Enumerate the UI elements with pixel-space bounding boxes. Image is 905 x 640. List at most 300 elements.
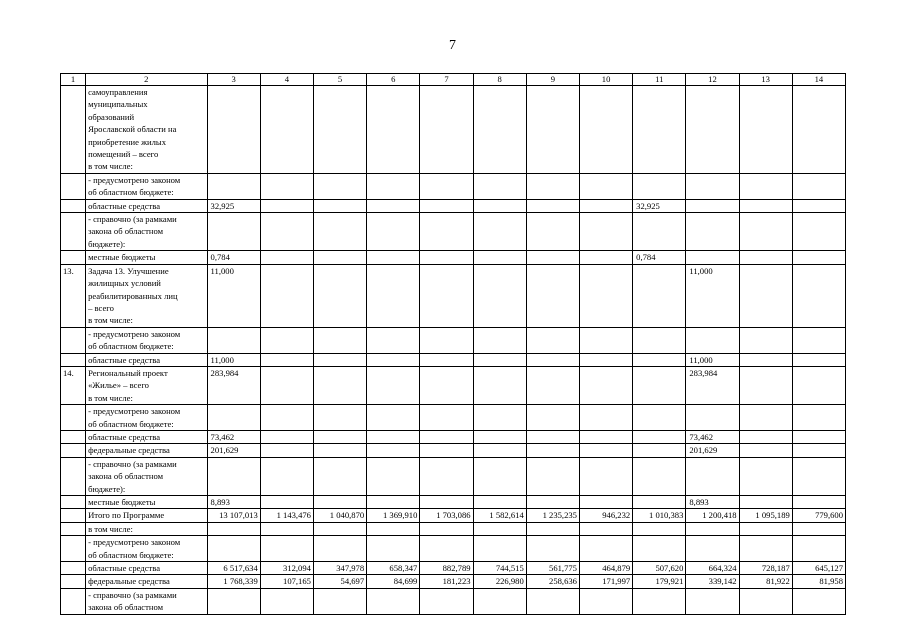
value-cell — [313, 353, 366, 366]
value-cell — [739, 327, 792, 353]
value-cell — [367, 251, 420, 264]
value-cell — [473, 199, 526, 212]
column-number: 3 — [207, 74, 260, 86]
row-label: - предусмотрено законом об областном бюджете: — [86, 405, 207, 431]
value-cell — [633, 353, 686, 366]
value-cell: 728,187 — [739, 562, 792, 575]
value-cell — [367, 522, 420, 535]
value-cell — [739, 457, 792, 495]
value-cell — [367, 588, 420, 614]
value-cell — [260, 353, 313, 366]
value-cell — [633, 213, 686, 251]
value-cell — [473, 86, 526, 174]
row-label: - предусмотрено законом об областном бюджете: — [86, 173, 207, 199]
value-cell: 1 768,339 — [207, 575, 260, 588]
value-cell — [739, 522, 792, 535]
value-cell: 32,925 — [207, 199, 260, 212]
value-cell — [207, 457, 260, 495]
value-cell: 312,094 — [260, 562, 313, 575]
value-cell — [686, 213, 739, 251]
value-cell — [207, 536, 260, 562]
value-cell — [686, 588, 739, 614]
value-cell — [579, 327, 632, 353]
value-cell — [526, 496, 579, 509]
row-number — [61, 173, 86, 199]
value-cell — [739, 213, 792, 251]
value-cell: 0,784 — [633, 251, 686, 264]
value-cell — [420, 522, 473, 535]
value-cell: 73,462 — [686, 430, 739, 443]
table-row — [61, 199, 846, 212]
value-cell — [473, 496, 526, 509]
row-number — [61, 430, 86, 443]
value-cell — [792, 251, 845, 264]
value-cell — [579, 588, 632, 614]
value-cell — [420, 86, 473, 174]
value-cell — [633, 457, 686, 495]
value-cell — [526, 366, 579, 404]
value-cell — [792, 199, 845, 212]
value-cell: 1 703,086 — [420, 509, 473, 522]
value-cell — [260, 251, 313, 264]
value-cell — [633, 264, 686, 327]
column-number: 14 — [792, 74, 845, 86]
value-cell — [633, 327, 686, 353]
row-number: 14. — [61, 366, 86, 404]
value-cell — [633, 496, 686, 509]
value-cell: 1 143,476 — [260, 509, 313, 522]
value-cell — [792, 264, 845, 327]
value-cell — [686, 173, 739, 199]
value-cell — [420, 213, 473, 251]
value-cell — [420, 496, 473, 509]
value-cell — [792, 86, 845, 174]
column-number: 9 — [526, 74, 579, 86]
value-cell — [473, 588, 526, 614]
value-cell — [367, 496, 420, 509]
row-label: - справочно (за рамками закона об областном — [86, 588, 207, 614]
table-row — [61, 536, 846, 562]
column-number: 7 — [420, 74, 473, 86]
table-row — [61, 366, 846, 404]
value-cell — [526, 213, 579, 251]
row-number — [61, 509, 86, 522]
column-number: 12 — [686, 74, 739, 86]
row-label: областные средства — [86, 353, 207, 366]
value-cell: 54,697 — [313, 575, 366, 588]
value-cell — [473, 353, 526, 366]
value-cell — [579, 86, 632, 174]
value-cell: 84,699 — [367, 575, 420, 588]
column-number: 5 — [313, 74, 366, 86]
table-row — [61, 405, 846, 431]
value-cell — [207, 86, 260, 174]
row-number — [61, 251, 86, 264]
column-number: 10 — [579, 74, 632, 86]
value-cell — [260, 457, 313, 495]
value-cell: 181,223 — [420, 575, 473, 588]
value-cell — [633, 86, 686, 174]
value-cell — [579, 444, 632, 457]
value-cell — [313, 366, 366, 404]
value-cell: 664,324 — [686, 562, 739, 575]
value-cell — [367, 327, 420, 353]
value-cell: 1 200,418 — [686, 509, 739, 522]
row-label: областные средства — [86, 430, 207, 443]
value-cell — [420, 457, 473, 495]
value-cell — [526, 588, 579, 614]
value-cell — [313, 213, 366, 251]
row-number — [61, 575, 86, 588]
table-row — [61, 588, 846, 614]
value-cell: 179,921 — [633, 575, 686, 588]
row-label: - справочно (за рамками закона об областном бюджете): — [86, 213, 207, 251]
table-row — [61, 522, 846, 535]
table-row — [61, 86, 846, 174]
column-number: 8 — [473, 74, 526, 86]
value-cell: 1 582,614 — [473, 509, 526, 522]
value-cell — [792, 353, 845, 366]
value-cell — [739, 536, 792, 562]
value-cell — [313, 405, 366, 431]
value-cell — [473, 457, 526, 495]
value-cell — [367, 366, 420, 404]
value-cell — [686, 536, 739, 562]
row-number — [61, 327, 86, 353]
value-cell — [739, 199, 792, 212]
value-cell: 339,142 — [686, 575, 739, 588]
value-cell — [420, 353, 473, 366]
value-cell — [367, 264, 420, 327]
value-cell — [792, 536, 845, 562]
value-cell — [792, 444, 845, 457]
value-cell — [473, 522, 526, 535]
value-cell: 882,789 — [420, 562, 473, 575]
value-cell — [579, 213, 632, 251]
value-cell — [367, 405, 420, 431]
row-number — [61, 199, 86, 212]
page-number: 7 — [449, 38, 456, 53]
value-cell — [207, 213, 260, 251]
value-cell — [207, 522, 260, 535]
value-cell: 464,879 — [579, 562, 632, 575]
value-cell: 81,958 — [792, 575, 845, 588]
value-cell — [633, 588, 686, 614]
table-row — [61, 496, 846, 509]
column-number-row — [61, 74, 846, 86]
value-cell — [526, 430, 579, 443]
value-cell — [473, 430, 526, 443]
value-cell — [792, 213, 845, 251]
value-cell — [686, 327, 739, 353]
value-cell — [579, 522, 632, 535]
value-cell — [579, 173, 632, 199]
row-number — [61, 562, 86, 575]
row-number — [61, 86, 86, 174]
value-cell — [420, 430, 473, 443]
table-row — [61, 430, 846, 443]
value-cell: 658,347 — [367, 562, 420, 575]
value-cell — [792, 405, 845, 431]
column-number: 11 — [633, 74, 686, 86]
value-cell: 1 095,189 — [739, 509, 792, 522]
value-cell: 201,629 — [207, 444, 260, 457]
value-cell — [420, 366, 473, 404]
row-number — [61, 588, 86, 614]
value-cell — [473, 173, 526, 199]
value-cell — [739, 264, 792, 327]
value-cell — [420, 264, 473, 327]
value-cell — [420, 405, 473, 431]
table-row — [61, 562, 846, 575]
value-cell: 347,978 — [313, 562, 366, 575]
value-cell — [579, 366, 632, 404]
value-cell — [473, 444, 526, 457]
value-cell — [260, 588, 313, 614]
value-cell — [207, 405, 260, 431]
value-cell — [526, 457, 579, 495]
value-cell: 11,000 — [686, 264, 739, 327]
value-cell: 73,462 — [207, 430, 260, 443]
value-cell: 258,636 — [526, 575, 579, 588]
table-row — [61, 457, 846, 495]
value-cell — [313, 173, 366, 199]
value-cell: 107,165 — [260, 575, 313, 588]
value-cell — [313, 522, 366, 535]
value-cell — [367, 173, 420, 199]
value-cell — [260, 444, 313, 457]
value-cell — [367, 430, 420, 443]
value-cell — [313, 264, 366, 327]
value-cell — [739, 588, 792, 614]
value-cell — [420, 444, 473, 457]
value-cell — [207, 173, 260, 199]
value-cell — [579, 405, 632, 431]
value-cell — [686, 199, 739, 212]
value-cell: 11,000 — [207, 353, 260, 366]
value-cell — [526, 353, 579, 366]
value-cell — [367, 199, 420, 212]
row-label: - предусмотрено законом об областном бюджете: — [86, 327, 207, 353]
value-cell — [313, 430, 366, 443]
value-cell — [260, 199, 313, 212]
value-cell: 1 369,910 — [367, 509, 420, 522]
value-cell: 744,515 — [473, 562, 526, 575]
value-cell — [526, 522, 579, 535]
value-cell — [739, 444, 792, 457]
row-number — [61, 522, 86, 535]
column-number: 2 — [86, 74, 207, 86]
value-cell — [313, 86, 366, 174]
value-cell — [686, 522, 739, 535]
value-cell — [792, 522, 845, 535]
table-row — [61, 213, 846, 251]
value-cell — [313, 251, 366, 264]
value-cell: 561,775 — [526, 562, 579, 575]
row-number — [61, 457, 86, 495]
value-cell — [260, 264, 313, 327]
value-cell: 32,925 — [633, 199, 686, 212]
value-cell — [579, 353, 632, 366]
row-label: - справочно (за рамками закона об областном бюджете): — [86, 457, 207, 495]
value-cell — [420, 173, 473, 199]
value-cell — [367, 213, 420, 251]
value-cell: 11,000 — [686, 353, 739, 366]
value-cell — [420, 327, 473, 353]
value-cell — [526, 536, 579, 562]
value-cell — [526, 405, 579, 431]
table-row — [61, 444, 846, 457]
row-label: областные средства — [86, 562, 207, 575]
value-cell — [686, 86, 739, 174]
value-cell: 1 235,235 — [526, 509, 579, 522]
value-cell — [792, 366, 845, 404]
value-cell — [579, 430, 632, 443]
value-cell — [739, 496, 792, 509]
row-label: в том числе: — [86, 522, 207, 535]
value-cell — [473, 264, 526, 327]
value-cell — [526, 86, 579, 174]
value-cell — [260, 213, 313, 251]
row-number — [61, 213, 86, 251]
value-cell — [686, 405, 739, 431]
value-cell: 81,922 — [739, 575, 792, 588]
value-cell — [686, 251, 739, 264]
value-cell — [792, 173, 845, 199]
value-cell — [792, 588, 845, 614]
value-cell — [313, 496, 366, 509]
value-cell — [526, 264, 579, 327]
value-cell — [792, 430, 845, 443]
value-cell — [420, 536, 473, 562]
table-row — [61, 575, 846, 588]
program-funding-table — [60, 73, 846, 615]
row-label: местные бюджеты — [86, 251, 207, 264]
value-cell — [367, 457, 420, 495]
row-label: Региональный проект «Жилье» – всего в том числе: — [86, 366, 207, 404]
row-label: федеральные средства — [86, 444, 207, 457]
value-cell — [739, 86, 792, 174]
value-cell — [526, 444, 579, 457]
value-cell — [633, 366, 686, 404]
value-cell — [473, 536, 526, 562]
value-cell — [473, 366, 526, 404]
value-cell: 1 010,383 — [633, 509, 686, 522]
table-row — [61, 173, 846, 199]
value-cell — [579, 457, 632, 495]
value-cell: 8,893 — [207, 496, 260, 509]
value-cell — [686, 457, 739, 495]
value-cell — [739, 251, 792, 264]
value-cell — [260, 430, 313, 443]
row-label: федеральные средства — [86, 575, 207, 588]
value-cell — [313, 457, 366, 495]
value-cell — [313, 199, 366, 212]
value-cell: 8,893 — [686, 496, 739, 509]
value-cell — [579, 264, 632, 327]
table-row — [61, 327, 846, 353]
value-cell — [260, 405, 313, 431]
value-cell — [367, 353, 420, 366]
value-cell — [260, 86, 313, 174]
value-cell — [579, 251, 632, 264]
value-cell — [367, 86, 420, 174]
value-cell — [633, 444, 686, 457]
value-cell — [367, 444, 420, 457]
row-number — [61, 496, 86, 509]
column-number: 6 — [367, 74, 420, 86]
value-cell — [526, 327, 579, 353]
value-cell — [313, 327, 366, 353]
value-cell — [260, 522, 313, 535]
row-number — [61, 444, 86, 457]
table-row — [61, 251, 846, 264]
row-number — [61, 353, 86, 366]
value-cell — [792, 496, 845, 509]
row-label: Итого по Программе — [86, 509, 207, 522]
value-cell — [579, 536, 632, 562]
value-cell: 171,997 — [579, 575, 632, 588]
value-cell — [313, 588, 366, 614]
value-cell — [420, 251, 473, 264]
row-label: областные средства — [86, 199, 207, 212]
value-cell: 1 040,870 — [313, 509, 366, 522]
value-cell — [633, 173, 686, 199]
value-cell: 6 517,634 — [207, 562, 260, 575]
value-cell — [739, 430, 792, 443]
value-cell — [260, 327, 313, 353]
row-label: местные бюджеты — [86, 496, 207, 509]
table-row — [61, 264, 846, 327]
row-label: - предусмотрено законом об областном бюджете: — [86, 536, 207, 562]
value-cell — [526, 251, 579, 264]
value-cell — [473, 213, 526, 251]
value-cell — [313, 444, 366, 457]
value-cell — [739, 173, 792, 199]
row-label: самоуправления муниципальных образований Ярославской области на приобретение жилых помещений – всего в том числе: — [86, 86, 207, 174]
value-cell — [473, 251, 526, 264]
column-number: 4 — [260, 74, 313, 86]
value-cell — [260, 173, 313, 199]
value-cell — [473, 327, 526, 353]
value-cell — [526, 199, 579, 212]
value-cell — [579, 199, 632, 212]
column-number: 1 — [61, 74, 86, 86]
value-cell — [739, 405, 792, 431]
table-row — [61, 509, 846, 522]
row-label: Задача 13. Улучшение жилищных условий реабилитированных лиц – всего в том числе: — [86, 264, 207, 327]
table-row — [61, 353, 846, 366]
value-cell — [792, 457, 845, 495]
value-cell — [633, 405, 686, 431]
value-cell — [260, 366, 313, 404]
column-number: 13 — [739, 74, 792, 86]
value-cell: 11,000 — [207, 264, 260, 327]
value-cell: 946,232 — [579, 509, 632, 522]
value-cell — [260, 536, 313, 562]
value-cell: 226,980 — [473, 575, 526, 588]
value-cell: 283,984 — [686, 366, 739, 404]
row-number: 13. — [61, 264, 86, 327]
value-cell: 779,600 — [792, 509, 845, 522]
row-number — [61, 405, 86, 431]
value-cell — [579, 496, 632, 509]
value-cell — [792, 327, 845, 353]
value-cell — [420, 199, 473, 212]
value-cell — [633, 522, 686, 535]
value-cell: 283,984 — [207, 366, 260, 404]
value-cell — [473, 405, 526, 431]
